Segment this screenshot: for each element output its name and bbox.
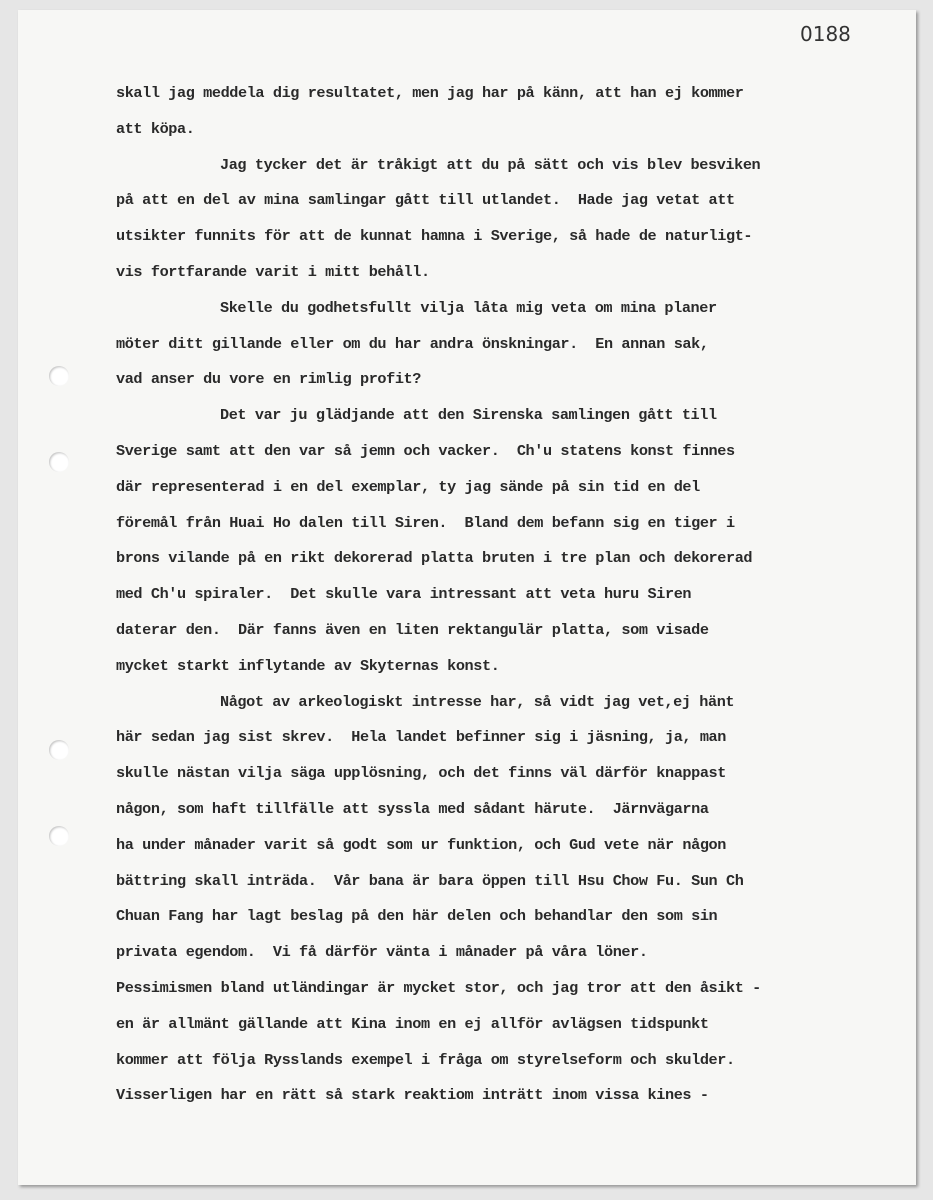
text-line: möter ditt gillande eller om du har andra önskningar. En annan sak, (116, 334, 709, 353)
text-line: Sverige samt att den var så jemn och vacker. Ch'u statens konst finnes (116, 441, 735, 460)
text-line: där representerad i en del exemplar, ty jag sände på sin tid en del (116, 477, 700, 496)
typed-letter-body (116, 76, 906, 1114)
text-line: Visserligen har en rätt så stark reaktiom inträtt inom vissa kines - (116, 1086, 709, 1105)
text-line: utsikter funnits för att de kunnat hamna i Sverige, så hade de naturligt- (116, 227, 753, 246)
text-line: Chuan Fang har lagt beslag på den här delen och behandlar den som sin (116, 907, 718, 926)
text-line: privata egendom. Vi få därför vänta i månader på våra löner. (116, 943, 648, 962)
text-line: skall jag meddela dig resultatet, men jag har på känn, att han ej kommer (116, 84, 744, 102)
punch-hole (49, 826, 69, 846)
text-line: Något av arkeologiskt intresse har, så vidt jag vet,ej hänt (220, 692, 735, 711)
punch-hole (49, 366, 69, 386)
document-page (18, 10, 916, 1185)
text-line: mycket starkt inflytande av Skyternas konst. (116, 656, 500, 675)
text-line: Pessimismen bland utländingar är mycket stor, och jag tror att den åsikt - (116, 978, 761, 997)
text-line: föremål från Huai Ho dalen till Siren. Bland dem befann sig en tiger i (116, 513, 735, 532)
text-line: här sedan jag sist skrev. Hela landet befinner sig i jäsning, ja, man (116, 728, 726, 747)
text-line: att köpa. (116, 119, 195, 138)
text-line: bättring skall inträda. Vår bana är bara öppen till Hsu Chow Fu. Sun Ch (116, 871, 744, 890)
text-line: vad anser du vore en rimlig profit? (116, 370, 421, 389)
text-line: Jag tycker det är tråkigt att du på sätt och vis blev besviken (220, 155, 761, 174)
text-line: vis fortfarande varit i mitt behåll. (116, 262, 430, 281)
page-number: 0188 (800, 22, 851, 46)
text-line: någon, som haft tillfälle att syssla med sådant härute. Järnvägarna (116, 799, 709, 818)
text-line: ha under månader varit så godt som ur funktion, och Gud vete när någon (116, 835, 726, 854)
text-line: brons vilande på en rikt dekorerad platta bruten i tre plan och dekorerad (116, 549, 753, 568)
text-line: kommer att följa Rysslands exempel i fråga om styrelseform och skulder. (116, 1050, 735, 1069)
text-line: på att en del av mina samlingar gått till utlandet. Hade jag vetat att (116, 191, 735, 210)
text-line: Det var ju glädjande att den Sirenska samlingen gått till (220, 406, 717, 425)
punch-hole (49, 452, 69, 472)
text-line: skulle nästan vilja säga upplösning, och det finns väl därför knappast (116, 764, 726, 783)
text-line: med Ch'u spiraler. Det skulle vara intressant att veta huru Siren (116, 585, 692, 604)
text-line: daterar den. Där fanns även en liten rektangulär platta, som visade (116, 620, 709, 639)
text-line: en är allmänt gällande att Kina inom en ej allför avlägsen tidspunkt (116, 1014, 709, 1033)
punch-hole (49, 740, 69, 760)
text-line: Skelle du godhetsfullt vilja låta mig veta om mina planer (220, 298, 717, 317)
